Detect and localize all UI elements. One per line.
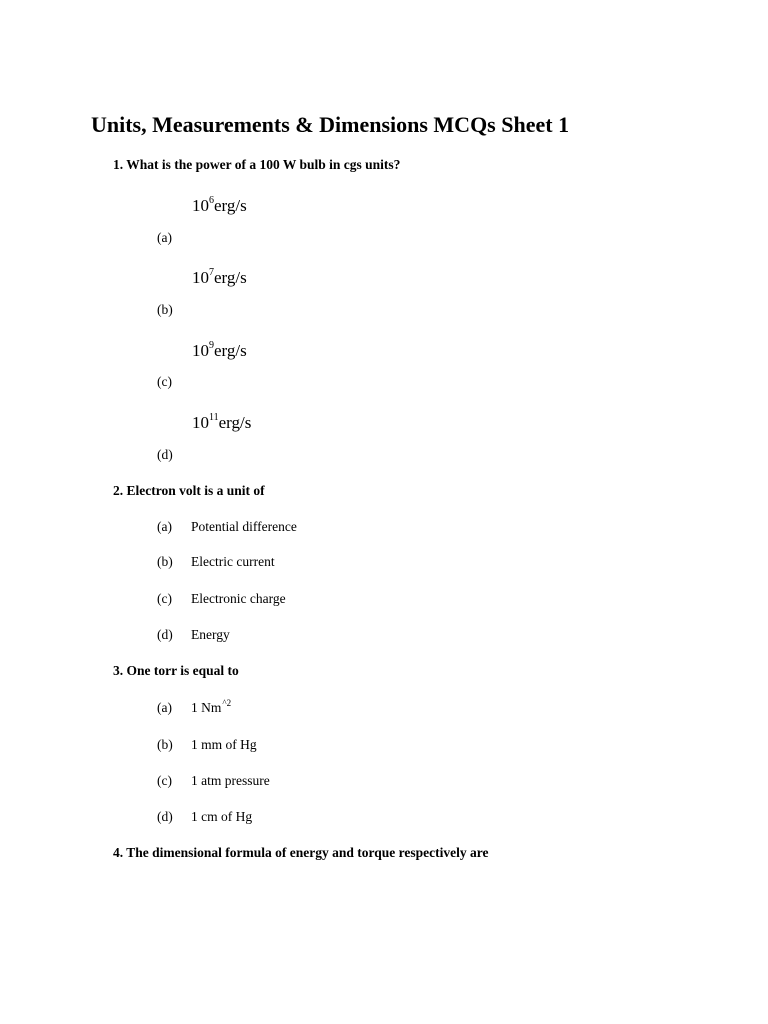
q1-option-d-formula: $10^{11}erg/s$ — [192, 412, 252, 432]
q1-option-b-formula: $10^7erg/s$ — [192, 267, 247, 287]
q3-option-b-text: 1 mm of Hg — [191, 737, 257, 752]
q1-option-d-label: (d) — [157, 447, 173, 462]
q2-option-a-label: (a) — [157, 519, 172, 534]
question-4: 4. The dimensional formula of energy and torque respectively are — [113, 845, 489, 860]
q3-option-b-label: (b) — [157, 737, 173, 752]
q3-option-a-label: (a) — [157, 700, 172, 715]
q2-option-c-label: (c) — [157, 591, 172, 606]
q2-option-b-text: Electric current — [191, 554, 275, 569]
question-1: 1. What is the power of a 100 W bulb in cgs units? — [113, 157, 401, 172]
page-title: Units, Measurements & Dimensions MCQs Sheet 1 — [91, 112, 570, 137]
question-2: 2. Electron volt is a unit of — [113, 483, 265, 498]
question-3: 3. One torr is equal to — [113, 663, 239, 678]
q3-option-a-superscript: ^2 — [222, 698, 232, 708]
q3-option-c-label: (c) — [157, 773, 172, 788]
q1-option-a-label: (a) — [157, 230, 172, 245]
q1-option-b-label: (b) — [157, 302, 173, 317]
q1-option-c-formula: $10^9erg/s$ — [192, 340, 247, 360]
q1-option-a-formula: $10^6erg/s$ — [192, 195, 247, 215]
q3-option-c-text: 1 atm pressure — [191, 773, 270, 788]
q3-option-d-label: (d) — [157, 809, 173, 824]
q1-option-c-label: (c) — [157, 374, 172, 389]
q2-option-d-label: (d) — [157, 627, 173, 642]
q2-option-c-text: Electronic charge — [191, 591, 286, 606]
q3-option-a-text: 1 $Nm^{\^{}2}$ — [191, 698, 232, 715]
q2-option-a-text: Potential difference — [191, 519, 297, 534]
q2-option-b-label: (b) — [157, 554, 173, 569]
q3-option-d-text: 1 cm of Hg — [191, 809, 253, 824]
q2-option-d-text: Energy — [191, 627, 230, 642]
